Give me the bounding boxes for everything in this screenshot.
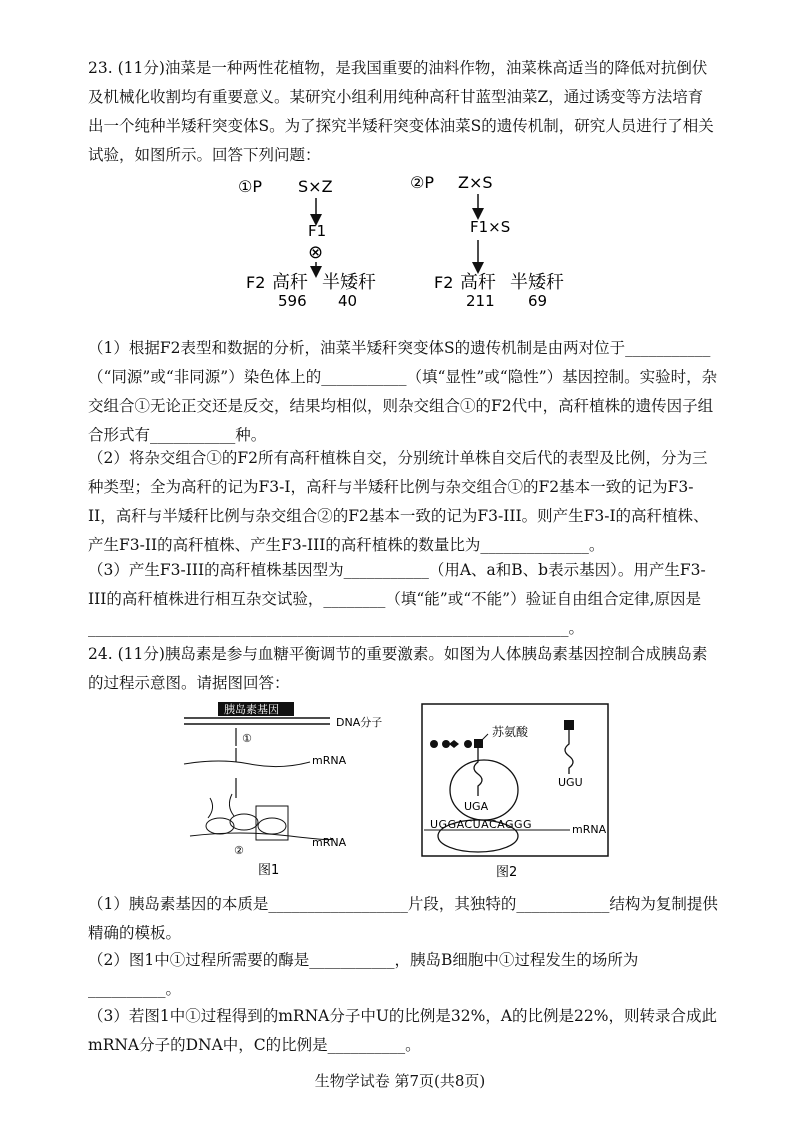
- cross1-f2: F2: [246, 273, 266, 292]
- fig2-mrna-label: mRNA: [572, 823, 607, 836]
- q23-part1: （1）根据F2表型和数据的分析，油菜半矮秆突变体S的遗传机制是由两对位于___________（“同源”或“非同源”）染色体上的___________（填“显性”或“隐性”）基因控制。实验时，杂交组合①无论正交还是反交，结果均相似，则杂交组合①的F2代中，高秆植株的遗传因子组合形式有___________种。: [88, 339, 718, 444]
- amino-acid-2: [442, 740, 450, 748]
- anticodon-2: UGU: [558, 776, 583, 789]
- figure-2: [420, 702, 620, 882]
- q23-part3: （3）产生F3-III的高秆植株基因型为___________（用A、a和B、b表示基因）。用产生F3-III的高秆植株进行相互杂交试验，________（填“能”或“不能”）验证自由组合定律,原因是______________________________________________________________。: [88, 561, 706, 637]
- cross1-label: ①P: [238, 177, 262, 196]
- cross2-short: 半矮秆: [510, 272, 564, 293]
- cross2-tall-count: 211: [466, 292, 495, 310]
- trna-2: [565, 730, 573, 774]
- cross2-short-count: 69: [528, 292, 548, 310]
- peptide-chains: [208, 794, 234, 818]
- cross1-f1: F1: [308, 222, 327, 240]
- q24-part2: （2）图1中①过程所需要的酶是___________，胰岛B细胞中①过程发生的场所为__________。: [88, 951, 639, 998]
- q24-part1: （1）胰岛素基因的本质是__________________片段，其独特的____________结构为复制提供精确的模板。: [88, 895, 718, 942]
- amino-acid-4: [464, 740, 472, 748]
- q24-part3: （3）若图1中①过程得到的mRNA分子中U的比例是32%，A的比例是22%，则转录合成此mRNA分子的DNA中，C的比例是__________。: [88, 1007, 718, 1054]
- mrna-strand-bottom: [190, 833, 332, 840]
- dna-label: DNA分子: [336, 716, 383, 729]
- cross2-parents: Z×S: [458, 173, 493, 192]
- gene-label: 胰岛素基因: [224, 703, 279, 716]
- cross1-short: 半矮秆: [322, 272, 376, 293]
- cross2-label: ②P: [410, 173, 434, 192]
- q23-intro: 23. (11分)油菜是一种两性花植物，是我国重要的油料作物，油菜株高适当的降低对抗倒伏及机械化收割均有重要意义。某研究小组利用纯种高秆甘蓝型油菜Z，通过诱变等方法培育出一个纯种半矮秆突变体S。为了探究半矮秆突变体油菜S的遗传机制，研究人员进行了相关试验，如图所示。回答下列问题：: [88, 59, 714, 164]
- self-cross-icon: ⊗: [308, 242, 324, 263]
- mrna-sequence: UGGACUACAGGG: [430, 818, 533, 831]
- mrna-bottom-label: mRNA: [312, 836, 347, 849]
- cross1-tall: 高秆: [272, 272, 308, 293]
- anticodon-1: UGA: [464, 800, 489, 813]
- threonine-pointer: [482, 734, 488, 740]
- cross1-short-count: 40: [338, 292, 358, 310]
- figure-1: [180, 698, 383, 878]
- cross2-tall: 高秆: [460, 272, 496, 293]
- cross2-f1: F1×S: [470, 218, 511, 236]
- fig1-caption: 图1: [258, 863, 280, 878]
- amino-acid-threonine: [474, 739, 483, 748]
- free-amino-acid: [564, 720, 574, 730]
- trna-1: [474, 748, 482, 796]
- mrna-top-label: mRNA: [312, 754, 347, 767]
- ribosome-2: [230, 814, 258, 830]
- amino-acid-3: [449, 740, 459, 748]
- amino-acid-1: [430, 740, 438, 748]
- cross1-tall-count: 596: [278, 292, 307, 310]
- cross-diagrams: [230, 168, 590, 308]
- step2-label: ②: [234, 844, 244, 857]
- q24-intro: 24. (11分)胰岛素是参与血糖平衡调节的重要激素。如图为人体胰岛素基因控制合成胰岛素的过程示意图。请据图回答：: [88, 645, 708, 692]
- mrna-strand-top: [184, 761, 310, 767]
- page-footer: 生物学试卷 第7页(共8页): [314, 1072, 486, 1090]
- ribosome-3: [258, 818, 286, 834]
- q23-part2: （2）将杂交组合①的F2所有高秆植株自交，分别统计单株自交后代的表型及比例，分为三种类型；全为高秆的记为F3-I，高秆与半矮秆比例与杂交组合①的F2基本一致的记为F3-II，高秆与半矮秆比例与杂交组合②的F2基本一致的记为F3-III。则产生F3-I的高秆植株、产生F3-II的高秆植株、产生F3-III的高秆植株的数量比为______________。: [88, 449, 709, 554]
- cross2-f2: F2: [434, 273, 454, 292]
- cross1-parents: S×Z: [298, 177, 333, 196]
- step1-label: ①: [242, 732, 252, 745]
- fig2-caption: 图2: [496, 865, 518, 880]
- threonine-label: 苏氨酸: [492, 725, 529, 739]
